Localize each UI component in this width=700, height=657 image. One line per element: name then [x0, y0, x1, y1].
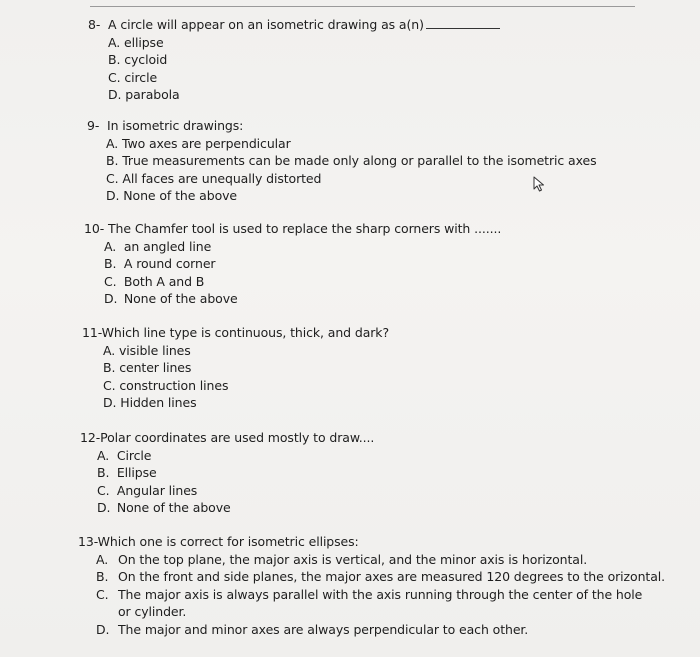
question-text: In isometric drawings:	[107, 118, 244, 133]
question-10	[84, 220, 501, 308]
option-a: A. an angled line	[104, 238, 212, 254]
question-8-stem	[88, 16, 500, 34]
question-text: Which one is correct for isometric ellipses:	[97, 534, 359, 549]
option-b: B. cycloid	[108, 52, 168, 67]
question-13-stem	[78, 533, 665, 551]
question-9	[87, 117, 597, 205]
question-10-stem	[84, 220, 501, 238]
option-a: A. Circle	[97, 447, 152, 463]
question-8	[88, 16, 500, 104]
option-a: A. On the top plane, the major axis is vertical, and the minor axis is horizontal.	[96, 551, 588, 567]
question-text: The Chamfer tool is used to replace the sharp corners with .......	[108, 221, 502, 236]
option-a: A. visible lines	[103, 342, 191, 358]
option-b: B. Ellipse	[97, 465, 157, 480]
question-text: Polar coordinates are used mostly to draw....	[100, 430, 375, 445]
option-b: B. center lines	[103, 360, 192, 375]
option-a: A. Two axes are perpendicular	[106, 135, 291, 151]
option-d: D. The major and minor axes are always perpendicular to each other.	[96, 621, 529, 637]
answer-blank	[426, 18, 500, 29]
option-d: D. None of the above	[106, 188, 238, 203]
top-divider	[90, 6, 635, 7]
option-c: C. construction lines	[103, 377, 229, 393]
question-number: 10-	[84, 221, 105, 236]
option-b: B. A round corner	[104, 256, 216, 271]
question-11	[82, 324, 389, 412]
question-13	[78, 533, 665, 638]
option-b: B. On the front and side planes, the major axes are measured 120 degrees to the orizontal.	[96, 569, 665, 584]
question-number: 13-	[78, 534, 98, 549]
question-number: 12-	[80, 430, 101, 445]
option-c: C. The major axis is always parallel with the axis running through the center of the hole or cylinder.	[96, 586, 643, 619]
mouse-pointer-icon	[533, 176, 547, 192]
question-number: 11-	[82, 325, 102, 340]
option-d: D. parabola	[108, 87, 180, 102]
question-9-stem	[87, 117, 597, 135]
option-c: C. Angular lines	[97, 482, 198, 498]
question-12-stem	[80, 429, 374, 447]
question-number: 8-	[88, 17, 101, 32]
option-d: D. Hidden lines	[103, 395, 197, 410]
option-d: D. None of the above	[97, 500, 231, 515]
question-11-stem	[82, 324, 389, 342]
option-d: D. None of the above	[104, 291, 238, 306]
option-a: A. ellipse	[108, 34, 164, 50]
question-text: Which line type is continuous, thick, and dark?	[101, 325, 389, 340]
option-c: C. circle	[108, 69, 158, 85]
option-b: B. True measurements can be made only along or parallel to the isometric axes	[106, 153, 597, 168]
question-text: A circle will appear on an isometric drawing as a(n)	[108, 17, 424, 32]
question-12	[80, 429, 374, 517]
question-number: 9-	[87, 118, 100, 133]
option-c: C. All faces are unequally distorted	[106, 170, 322, 186]
option-c: C. Both A and B	[104, 273, 205, 289]
